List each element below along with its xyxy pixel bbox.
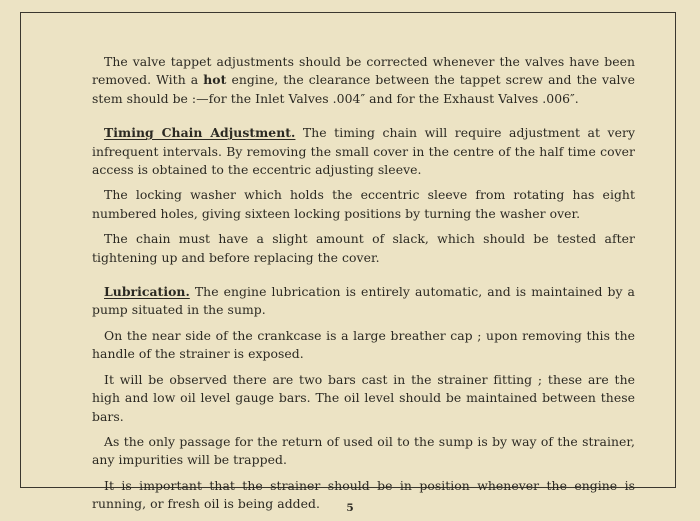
paragraph-timing-chain [92,124,635,179]
page-number: 5 [346,502,354,514]
paragraph-text: The timing chain will require adjustment at very infrequent intervals. By removing the small cover in the centre of the half time cover access is obtained to the eccentric adjusting sleeve. [92,125,635,178]
paragraph-locking-washer [92,186,635,223]
paragraph-text: The chain must have a slight amount of slack, which should be tested after tightening up and before replacing the cover. [92,231,635,265]
paragraph-text: As the only passage for the return of used oil to the sump is by way of the strainer, any impurities will be trapped. [92,433,635,468]
paragraph-text: The engine lubrication is entirely automatic, and is maintained by a pump situated in the sump. [92,284,635,318]
paragraph-breather-cap [92,327,635,364]
paragraph-used-oil [92,433,635,470]
paragraph-text: The locking washer which holds the eccentric sleeve from rotating has eight numbered holes, giving sixteen locking positions by turning the washer over. [92,187,635,221]
paragraph-lubrication [92,283,635,320]
document-body [92,53,635,521]
section-heading-timing-chain: Timing Chain Adjustment. [104,125,296,141]
paragraph-gauge-bars [92,371,635,426]
emphasis-hot: hot [203,72,227,88]
paragraph-text: On the near side of the crankcase is a large breather cap ; upon removing this the handle of the strainer is exposed. [92,327,635,362]
section-heading-lubrication: Lubrication. [104,284,190,300]
paragraph-text: It will be observed there are two bars cast in the strainer fitting ; these are the high and low oil level gauge bars. The oil level should be maintained between these bars. [92,371,635,424]
paragraph-text: It is important that the strainer should be in position whenever the engine is running, or fresh oil is being added. [92,477,635,512]
paragraph-text-continued: engine, the clearance between the tappet screw and the valve stem should be :—for the Inlet Valves .004″ and for the Exhaust Valves .006″. [92,72,635,106]
paragraph-text: The valve tappet adjustments should be corrected whenever the valves have been removed. With a [92,54,635,88]
paragraph-chain-slack [92,230,635,267]
paragraph-valve-tappet [92,53,635,108]
